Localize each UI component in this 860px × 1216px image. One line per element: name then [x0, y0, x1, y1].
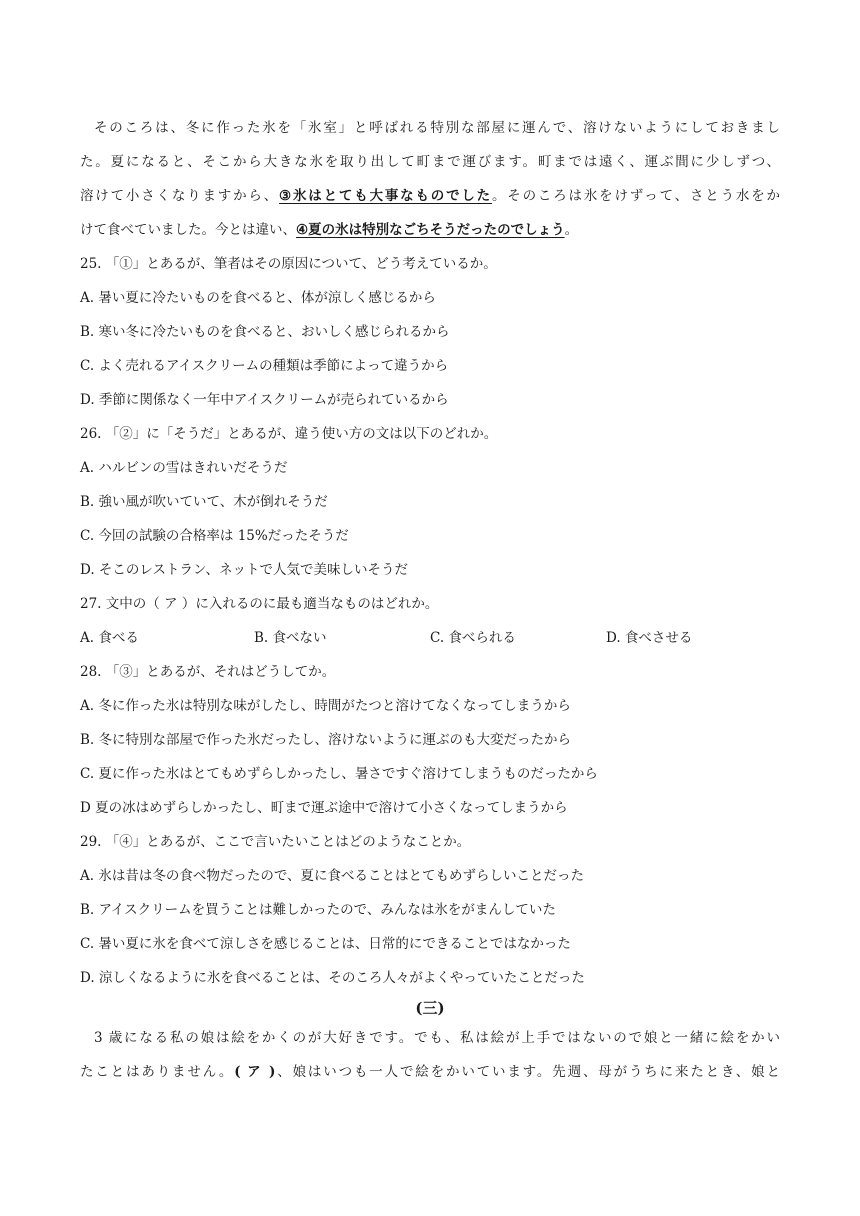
question-26-option-c[interactable]: C. 今回の試験の合格率は 15%だったそうだ: [80, 528, 349, 544]
question-25-option-b[interactable]: B. 寒い冬に冷たいものを食べると、おいしく感じられるから: [80, 324, 450, 340]
passage-text: 。そのころは氷をけずって、さとう水をか: [492, 188, 781, 204]
passage-text: 。: [564, 222, 579, 238]
passage-text: 、娘はいつも一人で絵をかいています。先週、母がうちに来たとき、娘と: [275, 1064, 780, 1080]
underlined-phrase-3: ③氷はとても大事なものでした: [279, 188, 492, 204]
question-29-option-a[interactable]: A. 氷は昔は冬の食べ物だったので、夏に食べることはとてもめずらしいことだった: [80, 868, 585, 884]
question-29-option-d[interactable]: D. 涼しくなるように氷を食べることは、そのころ人々がよくやっていたことだった: [80, 970, 585, 986]
passage-text: 溶けて小さくなりますから、: [80, 188, 280, 204]
question-25-option-a[interactable]: A. 暑い夏に冷たいものを食べると、体が涼しく感じるから: [80, 290, 436, 306]
question-26-option-a[interactable]: A. ハルビンの雪はきれいだそうだ: [80, 460, 288, 476]
question-28-option-c[interactable]: C. 夏に作った氷はとてもめずらしかったし、暑さですぐ溶けてしまうものだったから: [80, 766, 598, 782]
question-26-option-b[interactable]: B. 強い風が吹いていて、木が倒れそうだ: [80, 494, 328, 510]
question-25-option-c[interactable]: C. よく売れるアイスクリームの種類は季節によって違うから: [80, 358, 449, 374]
question-28-option-b[interactable]: B. 冬に特別な部屋で作った氷だったし、溶けないように運ぶのも大変だったから: [80, 732, 572, 748]
question-28-option-a[interactable]: A. 冬に作った氷は特別な味がしたし、時間がたつと溶けてなくなってしまうから: [80, 698, 571, 714]
question-25-option-d[interactable]: D. 季節に関係なく一年中アイスクリームが売られているから: [80, 392, 449, 408]
section3-line-2: [80, 1062, 780, 1082]
section3-line-1: 3 歳になる私の娘は絵をかくのが大好きです。でも、私は絵が上手ではないので娘と一緒に絵をかい: [94, 1030, 780, 1046]
question-29-option-b[interactable]: B. アイスクリームを買うことは難しかったので、みんなは氷をがまんしていた: [80, 902, 556, 918]
question-29-stem: 29. 「④」とあるが、ここで言いたいことはどのようなことか。: [80, 834, 471, 850]
question-26-option-d[interactable]: D. そこのレストラン、ネットで人気で美味しいそうだ: [80, 562, 408, 578]
question-27-stem: 27. 文中の（ ア ）に入れるのに最も適当なものはどれか。: [80, 596, 439, 612]
passage-text: けて食べていました。今とは違い、: [80, 222, 296, 238]
question-27-option-d[interactable]: D. 食べさせる: [606, 630, 693, 646]
passage-line-3: [80, 186, 780, 206]
question-28-stem: 28. 「③」とあるが、それはどうしてか。: [80, 664, 336, 680]
passage-line-4: [80, 220, 780, 240]
question-25-stem: 25. 「①」とあるが、筆者はその原因について、どう考えているか。: [80, 256, 497, 272]
underlined-phrase-4: ④夏の氷は特別なごちそうだったのでしょう: [296, 222, 565, 238]
passage-text: たことはありません。: [80, 1064, 235, 1080]
question-27-option-a[interactable]: A. 食べる: [80, 630, 139, 646]
section-heading: (三): [415, 999, 445, 1017]
blank-marker: ( ア ): [234, 1064, 276, 1080]
passage-line-1: そのころは、冬に作った氷を「氷室」と呼ばれる特別な部屋に運んで、溶けないようにしておきまし: [94, 120, 780, 136]
question-26-stem: 26. 「②」に「そうだ」とあるが、違う使い方の文は以下のどれか。: [80, 426, 498, 442]
question-28-option-d[interactable]: D 夏の冰はめずらしかったし、町まで運ぶ途中で溶けて小さくなってしまうから: [80, 800, 568, 816]
question-27-option-c[interactable]: C. 食べられる: [430, 630, 516, 646]
passage-line-2: た。夏になると、そこから大きな氷を取り出して町まで運びます。町までは遠く、運ぶ間に少しずつ、: [80, 154, 780, 170]
question-27-option-b[interactable]: B. 食べない: [254, 630, 327, 646]
question-29-option-c[interactable]: C. 暑い夏に氷を食べて涼しさを感じることは、日常的にできることではなかった: [80, 936, 571, 952]
